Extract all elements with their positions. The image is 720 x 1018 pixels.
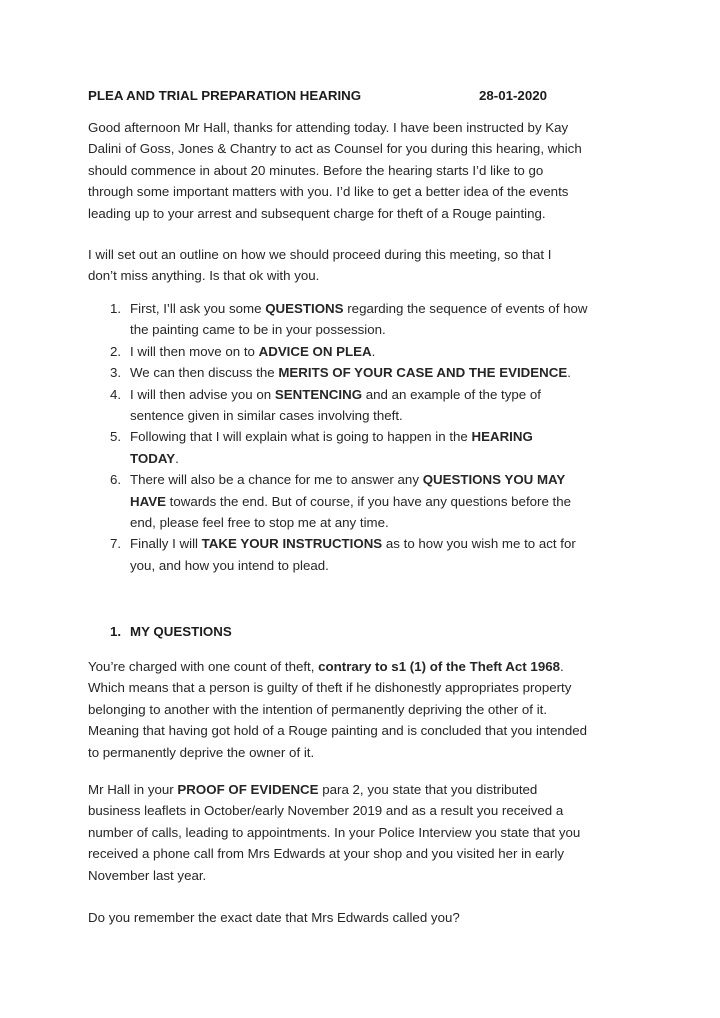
text-segment: You’re charged with one count of theft, <box>88 659 319 674</box>
item-text: I will then advise you on <box>130 386 275 402</box>
outline-paragraph <box>88 244 648 287</box>
list-item <box>110 298 650 341</box>
text-line: received a phone call from Mrs Edwards at your shop and you visited her in early <box>88 846 564 862</box>
item-text: sentence given in similar cases involving theft. <box>130 408 403 424</box>
text-line: Dalini of Goss, Jones & Chantry to act as Counsel for you during this hearing, which <box>88 141 582 157</box>
item-keyword: QUESTIONS <box>265 301 344 316</box>
document-header <box>88 88 648 103</box>
text-line: business leaflets in October/early November 2019 and as a result you received a <box>88 803 564 819</box>
list-item <box>110 341 650 362</box>
text-line: leading up to your arrest and subsequent charge for theft of a Rouge painting. <box>88 205 546 221</box>
list-number: 4. <box>110 386 122 402</box>
item-text: . <box>567 365 571 381</box>
agenda-list <box>110 298 650 576</box>
text-line: through some important matters with you. I’d like to get a better idea of the events <box>88 184 569 200</box>
item-text: end, please feel free to stop me at any time. <box>130 515 389 531</box>
proof-keyword: PROOF OF EVIDENCE <box>177 782 319 797</box>
item-text: the painting came to be in your possession. <box>130 322 386 338</box>
item-text: as to how you wish me to act for <box>382 536 576 552</box>
text-line: number of calls, leading to appointments. In your Police Interview you state that you <box>88 824 581 840</box>
text-line: Which means that a person is guilty of theft if he dishonestly appropriates property <box>88 680 572 696</box>
item-text: towards the end. But of course, if you have any questions before the <box>165 493 572 509</box>
text-segment: . <box>560 659 564 674</box>
item-keyword: HAVE <box>130 493 166 509</box>
charge-paragraph <box>88 656 648 763</box>
item-keyword: HEARING <box>471 429 533 445</box>
item-text: you, and how you intend to plead. <box>130 557 329 573</box>
item-keyword: TAKE YOUR INSTRUCTIONS <box>201 536 383 552</box>
section-heading <box>110 624 232 639</box>
list-number: 2. <box>110 343 122 359</box>
item-text: regarding the sequence of events of how <box>343 301 588 316</box>
list-number: 1. <box>110 301 122 316</box>
list-item <box>110 426 650 469</box>
text-line: belonging to another with the intention of permanently depriving the other of it. <box>88 701 548 717</box>
list-item <box>110 384 650 427</box>
text-line: I will set out an outline on how we should proceed during this meeting, so that I <box>88 247 552 262</box>
text-line: to permanently deprive the owner of it. <box>88 744 315 760</box>
text-line: Meaning that having got hold of a Rouge painting and is concluded that you intended <box>88 723 588 739</box>
section-number: 1. <box>110 624 122 639</box>
item-text: We can then discuss the <box>130 365 279 381</box>
list-number: 6. <box>110 472 122 488</box>
list-number: 3. <box>110 365 122 381</box>
hearing-title: PLEA AND TRIAL PREPARATION HEARING <box>88 88 362 103</box>
hearing-date: 28-01-2020 <box>479 88 548 103</box>
item-keyword: SENTENCING <box>274 386 363 402</box>
item-text: . <box>371 343 376 359</box>
item-keyword: TODAY <box>130 450 176 466</box>
question-text: Do you remember the exact date that Mrs Edwards called you? <box>88 910 460 925</box>
item-keyword: ADVICE ON PLEA <box>258 343 372 359</box>
item-text: Finally I will <box>130 536 202 552</box>
question-paragraph <box>88 907 648 928</box>
item-keyword: QUESTIONS YOU MAY <box>422 472 566 488</box>
text-line: November last year. <box>88 867 207 883</box>
list-number: 7. <box>110 536 122 552</box>
item-text: and an example of the type of <box>362 386 541 402</box>
text-segment: Mr Hall in your <box>88 782 178 797</box>
item-text: First, I’ll ask you some <box>130 301 266 316</box>
text-line: don’t miss anything. Is that ok with you. <box>88 268 320 284</box>
item-text: There will also be a chance for me to answer any <box>130 472 423 488</box>
item-text: Following that I will explain what is going to happen in the <box>130 429 472 445</box>
proof-paragraph <box>88 779 648 886</box>
item-text: . <box>175 450 179 466</box>
intro-paragraph <box>88 117 648 224</box>
section-title: MY QUESTIONS <box>130 624 232 639</box>
list-item <box>110 533 650 576</box>
text-line: should commence in about 20 minutes. Before the hearing starts I’d like to go <box>88 162 544 178</box>
list-item <box>110 362 650 383</box>
text-segment: para 2, you state that you distributed <box>318 782 538 797</box>
text-line: Good afternoon Mr Hall, thanks for attending today. I have been instructed by Kay <box>88 120 569 135</box>
item-keyword: MERITS OF YOUR CASE AND THE EVIDENCE <box>278 365 568 381</box>
statute-reference: contrary to s1 (1) of the Theft Act 1968 <box>318 659 561 674</box>
item-text: I will then move on to <box>130 343 259 359</box>
list-item <box>110 469 650 533</box>
list-number: 5. <box>110 429 122 445</box>
